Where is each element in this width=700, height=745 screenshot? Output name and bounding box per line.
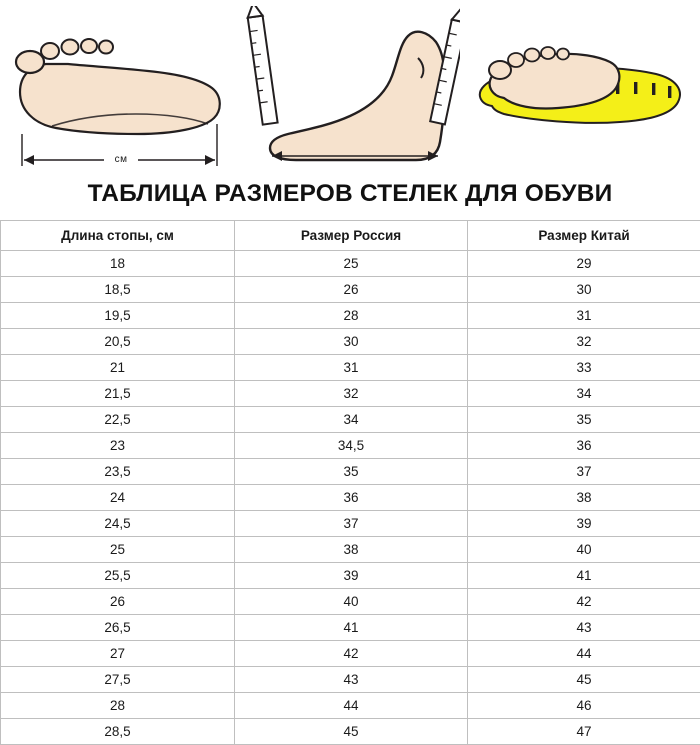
table-row <box>1 381 700 407</box>
cell-foot-length: 27 <box>1 641 235 667</box>
cell-china-size: 47 <box>468 719 700 745</box>
table-row <box>1 563 700 589</box>
cell-russia-size: 31 <box>235 355 468 381</box>
insole-toe-3 <box>525 49 540 62</box>
cell-russia-size: 36 <box>235 485 468 511</box>
cell-russia-size: 41 <box>235 615 468 641</box>
ruler-left-body <box>248 16 278 125</box>
table-row <box>1 667 700 693</box>
cell-china-size: 29 <box>468 251 700 277</box>
cell-foot-length: 25 <box>1 537 235 563</box>
cell-foot-length: 28,5 <box>1 719 235 745</box>
insole-toe-big <box>489 61 511 79</box>
cell-foot-length: 25,5 <box>1 563 235 589</box>
cell-china-size: 31 <box>468 303 700 329</box>
cell-russia-size: 43 <box>235 667 468 693</box>
column-header-china-size: Размер Китай <box>468 221 700 251</box>
cell-china-size: 35 <box>468 407 700 433</box>
cell-russia-size: 25 <box>235 251 468 277</box>
column-header-russia-size: Размер Россия <box>235 221 468 251</box>
table-row <box>1 615 700 641</box>
cell-foot-length: 23,5 <box>1 459 235 485</box>
toe-4 <box>81 39 97 53</box>
cell-china-size: 33 <box>468 355 700 381</box>
table-header-row <box>1 221 700 251</box>
table-row <box>1 485 700 511</box>
cell-russia-size: 34,5 <box>235 433 468 459</box>
table-row <box>1 251 700 277</box>
table-row <box>1 355 700 381</box>
cell-foot-length: 19,5 <box>1 303 235 329</box>
ruler-right-tip <box>452 6 460 23</box>
cell-china-size: 37 <box>468 459 700 485</box>
arrow-head-right <box>205 155 215 165</box>
cell-china-size: 32 <box>468 329 700 355</box>
cell-china-size: 42 <box>468 589 700 615</box>
table-row <box>1 433 700 459</box>
page-title: ТАБЛИЦА РАЗМЕРОВ СТЕЛЕК ДЛЯ ОБУВИ <box>0 180 700 220</box>
table-row <box>1 407 700 433</box>
cell-foot-length: 26 <box>1 589 235 615</box>
cell-foot-length: 22,5 <box>1 407 235 433</box>
column-header-foot-length: Длина стопы, см <box>1 221 235 251</box>
cell-foot-length: 21,5 <box>1 381 235 407</box>
table-row <box>1 511 700 537</box>
cell-russia-size: 35 <box>235 459 468 485</box>
foot-side-view-illustration <box>240 6 460 171</box>
insole-toe-4 <box>541 47 555 59</box>
foot-side-shape <box>270 32 445 160</box>
cell-china-size: 36 <box>468 433 700 459</box>
cell-russia-size: 39 <box>235 563 468 589</box>
table-row <box>1 459 700 485</box>
cell-china-size: 39 <box>468 511 700 537</box>
size-table <box>0 220 700 745</box>
cm-label: см <box>104 152 138 168</box>
cell-china-size: 45 <box>468 667 700 693</box>
table-row <box>1 303 700 329</box>
cell-foot-length: 20,5 <box>1 329 235 355</box>
toe-big <box>16 51 44 73</box>
ruler-left-tip <box>246 6 263 18</box>
cell-china-size: 46 <box>468 693 700 719</box>
cell-foot-length: 21 <box>1 355 235 381</box>
table-row <box>1 693 700 719</box>
cell-china-size: 41 <box>468 563 700 589</box>
cell-russia-size: 40 <box>235 589 468 615</box>
cell-china-size: 40 <box>468 537 700 563</box>
table-row <box>1 641 700 667</box>
cell-russia-size: 37 <box>235 511 468 537</box>
arrow-head-left <box>24 155 34 165</box>
cell-china-size: 43 <box>468 615 700 641</box>
cell-russia-size: 28 <box>235 303 468 329</box>
toe-2 <box>41 43 59 59</box>
toe-3 <box>62 40 79 55</box>
insole-toe-2 <box>508 53 524 67</box>
cell-china-size: 34 <box>468 381 700 407</box>
cell-foot-length: 24 <box>1 485 235 511</box>
insole-toe-5 <box>557 49 569 60</box>
cell-foot-length: 26,5 <box>1 615 235 641</box>
cell-china-size: 44 <box>468 641 700 667</box>
cell-russia-size: 26 <box>235 277 468 303</box>
table-row <box>1 719 700 745</box>
cell-russia-size: 34 <box>235 407 468 433</box>
table-row <box>1 277 700 303</box>
foot-sole-top-view-illustration <box>8 14 233 174</box>
cell-russia-size: 44 <box>235 693 468 719</box>
illustration-row <box>0 0 700 180</box>
cell-china-size: 30 <box>468 277 700 303</box>
cell-foot-length: 18 <box>1 251 235 277</box>
table-row <box>1 589 700 615</box>
sole-shape <box>20 64 220 134</box>
cell-russia-size: 45 <box>235 719 468 745</box>
table-row <box>1 537 700 563</box>
cell-russia-size: 38 <box>235 537 468 563</box>
table-row <box>1 329 700 355</box>
cell-foot-length: 28 <box>1 693 235 719</box>
cell-china-size: 38 <box>468 485 700 511</box>
cell-foot-length: 27,5 <box>1 667 235 693</box>
cell-russia-size: 42 <box>235 641 468 667</box>
cell-foot-length: 18,5 <box>1 277 235 303</box>
foot-on-insole-illustration <box>470 40 690 150</box>
toe-5 <box>99 41 113 54</box>
cell-foot-length: 24,5 <box>1 511 235 537</box>
cell-russia-size: 30 <box>235 329 468 355</box>
table-body <box>1 251 700 745</box>
ruler-left <box>246 6 278 125</box>
cell-russia-size: 32 <box>235 381 468 407</box>
cell-foot-length: 23 <box>1 433 235 459</box>
